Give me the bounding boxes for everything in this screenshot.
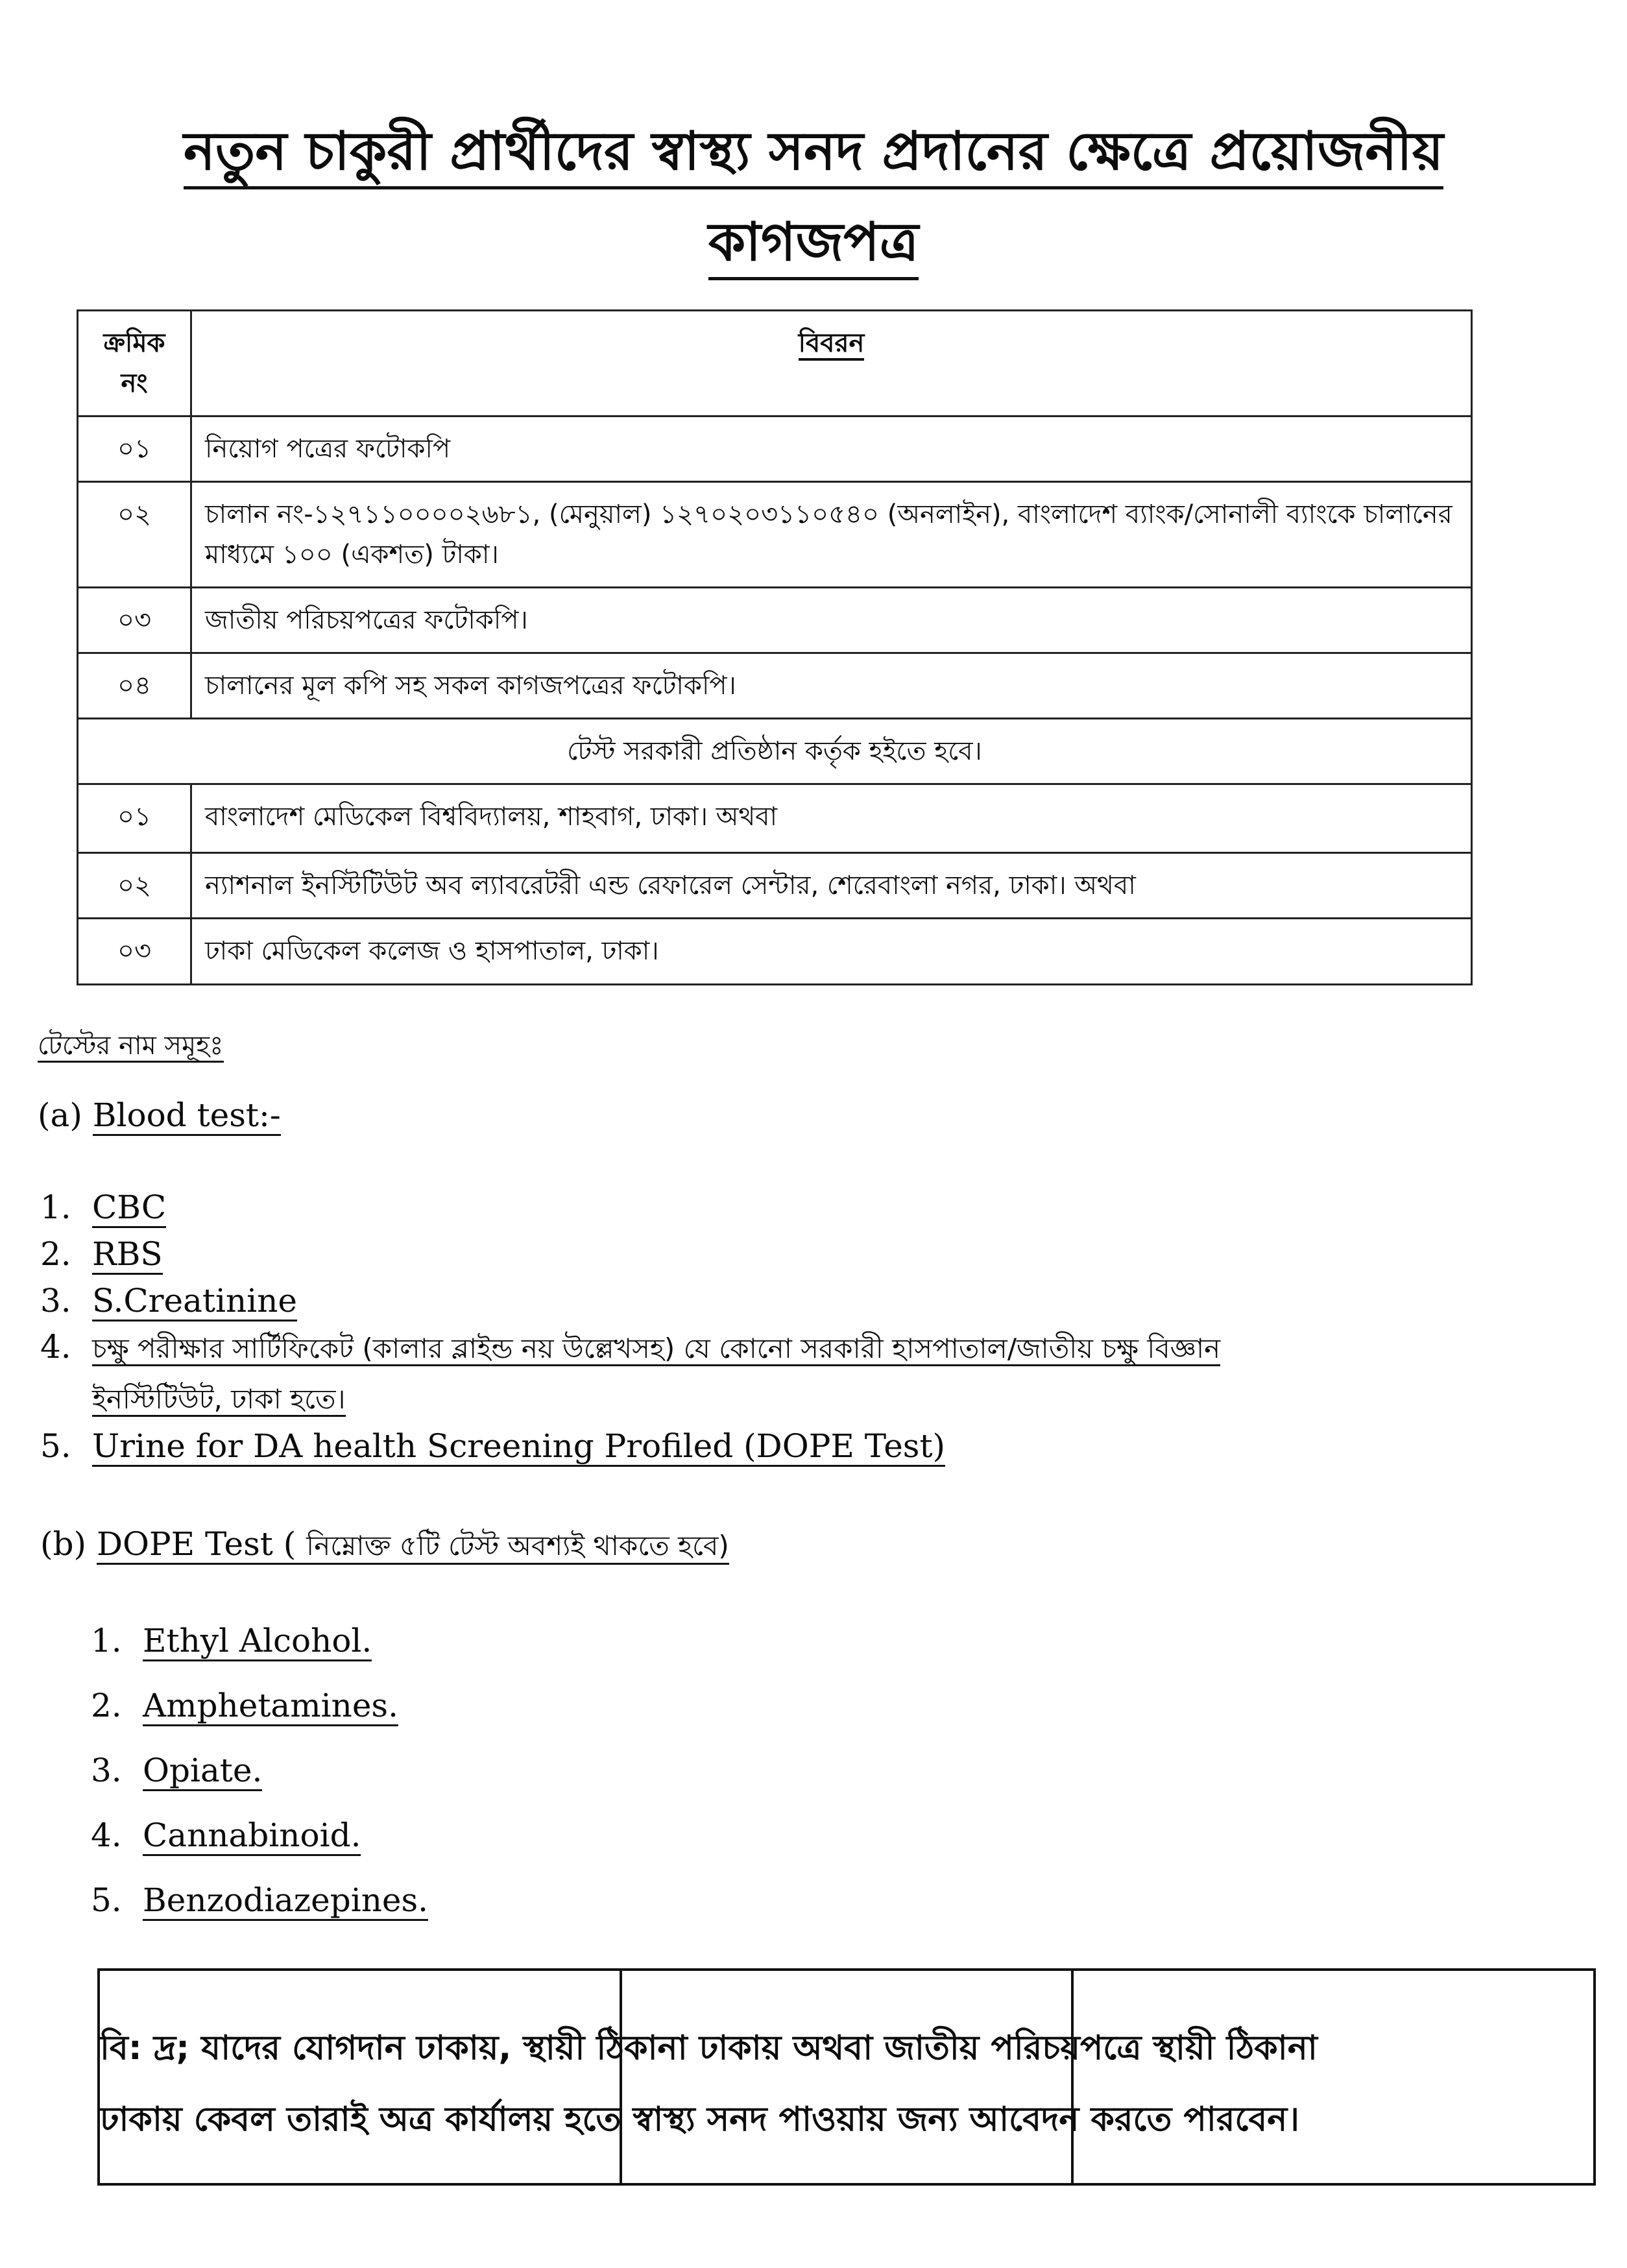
row-num: ০৪ — [78, 653, 191, 719]
list-item: 4. চক্ষু পরীক্ষার সার্টিফিকেট (কালার ব্লাইন্ড নয় উল্লেখসহ) যে কোনো সরকারী হাসপাতাল/জাতীয় চক্ষু বিজ্ঞান — [40, 1328, 1221, 1366]
table-row — [78, 919, 1472, 985]
row-text: চালান নং-১২৭১১০০০০২৬৮১, (মেনুয়াল) ১২৭০২০৩১১০৫৪০ (অনলাইন), বাংলাদেশ ব্যাংক/সোনালী ব্যাংকে চালানের মাধ্যমে ১০০ (একশত) টাকা। — [191, 482, 1472, 588]
note-line-1: বি: দ্র; যাদের যোগদান ঢাকায়, স্থায়ী ঠিকানা ঢাকায় অথবা জাতীয় পরিচয়পত্রে স্থায়ী ঠিকানা — [100, 2029, 1318, 2068]
table-row — [78, 653, 1472, 719]
row-num: ০৩ — [78, 588, 191, 653]
list-item: 5. Benzodiazepines. — [91, 1881, 428, 1919]
table-span-row — [78, 719, 1472, 784]
title-line-2: কাগজপত্র — [708, 211, 919, 280]
table-row — [78, 853, 1472, 919]
section-a-heading: (a) Blood test:- — [38, 1096, 281, 1134]
page-title — [0, 110, 1627, 199]
requirements-table — [77, 309, 1473, 985]
table-row — [78, 784, 1472, 853]
row-num: ০২ — [78, 853, 191, 919]
list-item: 5. Urine for DA health Screening Profiled (DOPE Test) — [40, 1427, 945, 1465]
table-row — [78, 416, 1472, 482]
span-row-text: টেস্ট সরকারী প্রতিষ্ঠান কর্তৃক হইতে হবে। — [78, 719, 1472, 784]
header-serial: ক্রমিক নং — [78, 311, 191, 416]
row-num: ০২ — [78, 482, 191, 588]
row-num: ০১ — [78, 416, 191, 482]
row-num: ০১ — [78, 784, 191, 853]
list-item: 1. Ethyl Alcohol. — [91, 1622, 372, 1659]
row-text: চালানের মূল কপি সহ সকল কাগজপত্রের ফটোকপি। — [191, 653, 1472, 719]
table-header-row — [78, 311, 1472, 416]
row-text: জাতীয় পরিচয়পত্রের ফটোকপি। — [191, 588, 1472, 653]
row-num: ০৩ — [78, 919, 191, 985]
list-item: 2. RBS — [40, 1235, 163, 1273]
list-item: 2. Amphetamines. — [91, 1687, 398, 1724]
table-row — [78, 482, 1472, 588]
row-text: নিয়োগ পত্রের ফটোকপি — [191, 416, 1472, 482]
list-item: 3. S.Creatinine — [40, 1282, 297, 1320]
list-item: 3. Opiate. — [91, 1752, 262, 1789]
row-text: ন্যাশনাল ইনস্টিটিউট অব ল্যাবরেটরী এন্ড রেফারেল সেন্টার, শেরেবাংলা নগর, ঢাকা। অথবা — [191, 853, 1472, 919]
list-item: 4. Cannabinoid. — [91, 1816, 361, 1854]
list-item: 1. CBC — [40, 1188, 166, 1226]
row-text: ঢাকা মেডিকেল কলেজ ও হাসপাতাল, ঢাকা। — [191, 919, 1472, 985]
section-b-heading: (b) DOPE Test ( নিম্নোক্ত ৫টি টেস্ট অবশ্যই থাকতে হবে) — [40, 1525, 729, 1571]
header-description: বিবরন — [191, 311, 1472, 416]
page-subtitle — [0, 201, 1627, 290]
footnote — [97, 1968, 1318, 2186]
note-line-2: ঢাকায় কেবল তারাই অত্র কার্যালয় হতে স্বাস্থ্য সনদ পাওয়ায় জন্য আবেদন করতে পারবেন। — [100, 2100, 1299, 2139]
row-text: বাংলাদেশ মেডিকেল বিশ্ববিদ্যালয়, শাহবাগ, ঢাকা। অথবা — [191, 784, 1472, 853]
table-row — [78, 588, 1472, 653]
list-item-continued: ইনস্টিটিউট, ঢাকা হতে। — [92, 1378, 346, 1424]
tests-heading: টেস্টের নাম সমূহঃ — [38, 1025, 224, 1068]
title-line-1: নতুন চাকুরী প্রার্থীদের স্বাস্থ্য সনদ প্রদানের ক্ষেত্রে প্রয়োজনীয় — [184, 121, 1443, 189]
